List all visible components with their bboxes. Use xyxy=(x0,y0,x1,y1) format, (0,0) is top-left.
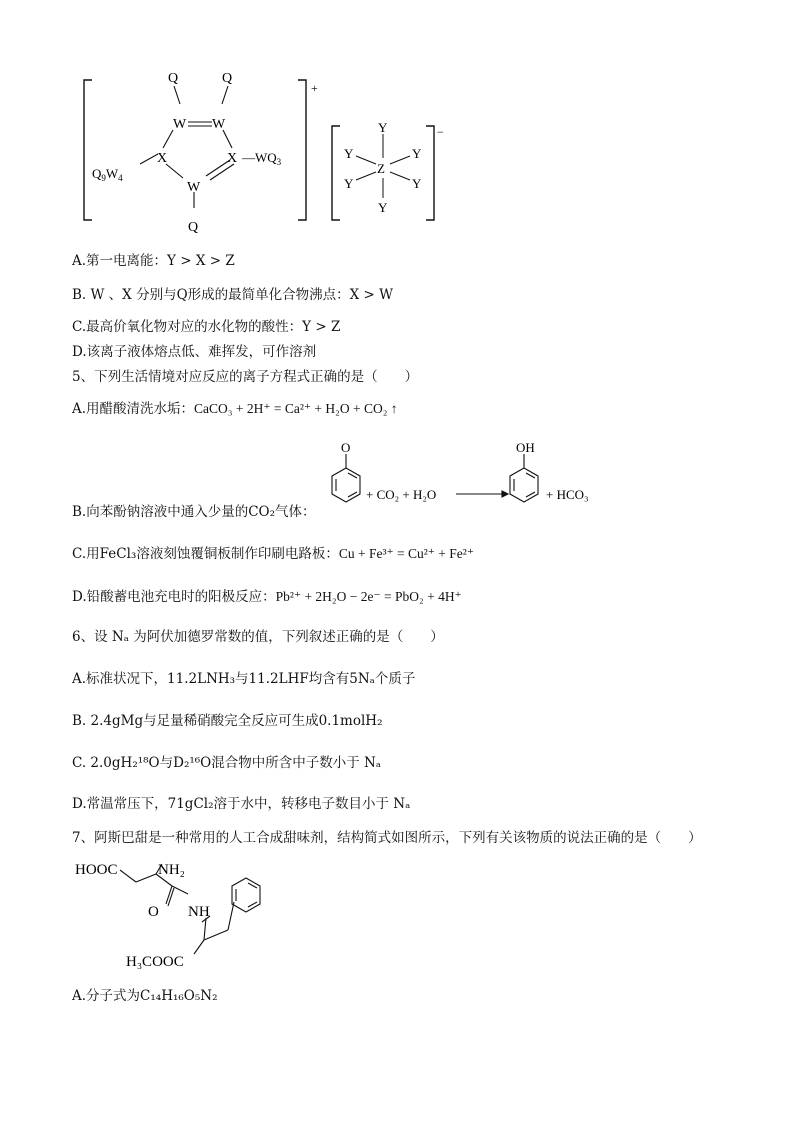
svg-text:Y: Y xyxy=(412,176,422,191)
svg-text:Y: Y xyxy=(378,120,388,135)
svg-text:Q: Q xyxy=(188,220,199,235)
svg-text:W: W xyxy=(187,180,201,195)
q6-option-c: C. 2.0gH₂¹⁸O与D₂¹⁶O混合物中所含中子数小于 Nₐ xyxy=(72,755,382,771)
svg-text:NH: NH xyxy=(188,904,210,920)
q5-option-d: D.铅酸蓄电池充电时的阳极反应：Pb²⁺ + 2H₂O − 2e⁻ = PbO₂ + 4H⁺ xyxy=(72,589,462,605)
q5-option-b: B.向苯酚钠溶液中通入少量的CO₂气体： xyxy=(72,504,316,520)
q4-option-d: D.该离子液体熔点低、难挥发，可作溶剂 xyxy=(72,344,317,360)
svg-text:Y: Y xyxy=(344,146,354,161)
q4-option-a: A.第一电离能：Y > X > Z xyxy=(72,253,235,269)
svg-text:X: X xyxy=(157,151,168,166)
svg-text:Q: Q xyxy=(168,71,179,86)
cation-bracket-right xyxy=(298,80,306,220)
svg-text:OH: OH xyxy=(516,440,535,455)
svg-text:Q: Q xyxy=(222,71,233,86)
svg-text:+ HCO₃: + HCO₃ xyxy=(546,487,589,502)
svg-text:X: X xyxy=(227,151,238,166)
svg-text:Y: Y xyxy=(378,200,388,215)
svg-text:Z: Z xyxy=(377,161,385,176)
svg-text:+ CO₂ + H₂O: + CO₂ + H₂O xyxy=(366,487,437,502)
ionic-liquid-structure xyxy=(70,60,470,240)
cation-charge: + xyxy=(311,81,318,95)
anion-charge: − xyxy=(437,125,444,139)
svg-text:O: O xyxy=(148,904,159,920)
svg-text:H₃COOC: H₃COOC xyxy=(126,954,184,970)
svg-text:—WQ3: $—WQ_3$ xyxy=(242,150,282,167)
q4-option-b: B. W 、X 分别与Q形成的最简单化合物沸点：X > W xyxy=(72,287,394,303)
svg-text:Y: Y xyxy=(344,176,354,191)
aspartame-structure xyxy=(70,850,290,975)
q4-option-c: C.最高价氧化物对应的水化物的酸性：Y > Z xyxy=(72,319,341,335)
svg-text:Y: Y xyxy=(412,146,422,161)
q5-stem: 5、下列生活情境对应反应的离子方程式正确的是（ ） xyxy=(72,369,419,385)
svg-text:W: W xyxy=(212,117,226,132)
cation-bracket-left xyxy=(84,80,92,220)
svg-text:O: O xyxy=(341,440,351,455)
q6-option-d: D.常温常压下，71gCl₂溶于水中，转移电子数目小于 Nₐ xyxy=(72,796,411,812)
svg-text:W: W xyxy=(173,117,187,132)
q5-option-c: C.用FeCl₃溶液刻蚀覆铜板制作印刷电路板：Cu + Fe³⁺ = Cu²⁺ + Fe²⁺ xyxy=(72,546,474,562)
q7-option-a: A.分子式为C₁₄H₁₆O₅N₂ xyxy=(72,988,218,1004)
q6-option-b: B. 2.4gMg与足量稀硝酸完全反应可生成0.1molH₂ xyxy=(72,713,383,729)
q6-stem: 6、设 Nₐ 为阿伏加德罗常数的值，下列叙述正确的是（ ） xyxy=(72,629,444,645)
anion-bracket-left xyxy=(332,126,340,220)
svg-text:NH₂: NH₂ xyxy=(158,862,185,878)
q7-stem: 7、阿斯巴甜是一种常用的人工合成甜味剂，结构简式如图所示，下列有关该物质的说法正确的是（ ） xyxy=(72,830,702,846)
q5-option-a: A.用醋酸清洗水垢：CaCO₃ + 2H⁺ = Ca²⁺ + H₂O + CO₂ ↑ xyxy=(72,401,398,417)
svg-text:Q9W4: $Q_9W_4$ xyxy=(92,166,123,183)
svg-text:HOOC: HOOC xyxy=(75,862,118,878)
phenoxide-scheme xyxy=(326,440,626,520)
anion-bracket-right xyxy=(426,126,434,220)
q6-option-a: A.标准状况下，11.2LNH₃与11.2LHF均含有5Nₐ个质子 xyxy=(72,671,416,687)
